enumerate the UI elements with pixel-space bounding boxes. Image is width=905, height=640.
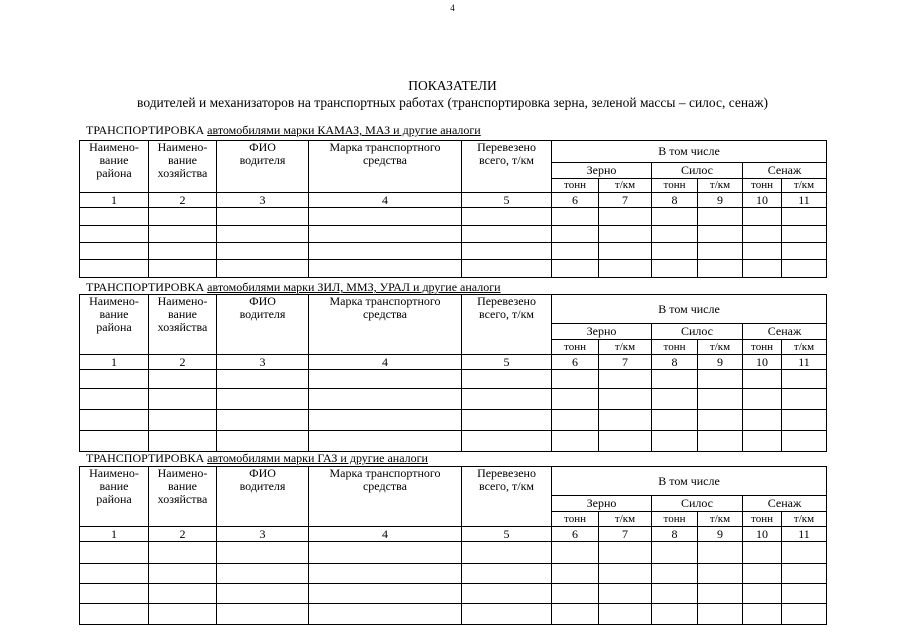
table-cell	[462, 226, 552, 243]
table-cell	[462, 542, 552, 564]
table-cell	[309, 431, 462, 452]
header-unit-tonnes: тонн	[652, 179, 698, 193]
table-cell	[309, 208, 462, 226]
table-cell	[599, 208, 652, 226]
table-row	[80, 243, 827, 260]
table-cell	[309, 243, 462, 260]
table-row	[80, 604, 827, 625]
table-cell	[217, 208, 309, 226]
table-cell	[309, 260, 462, 278]
header-group: Сенаж	[743, 324, 827, 340]
report-table	[79, 140, 827, 278]
header-col-2: Наимено- вание хозяйства	[149, 467, 217, 527]
table-cell	[552, 584, 599, 604]
table-cell	[149, 542, 217, 564]
table-cell	[149, 604, 217, 625]
table-row	[80, 410, 827, 431]
table-row	[80, 542, 827, 564]
table-cell	[309, 410, 462, 431]
table-cell	[743, 584, 782, 604]
table-cell	[743, 564, 782, 584]
table-row	[80, 431, 827, 452]
header-unit-tonnes: тонн	[552, 340, 599, 355]
header-col-5: Перевезено всего, т/км	[462, 467, 552, 527]
table-cell	[217, 564, 309, 584]
table-cell	[80, 604, 149, 625]
table-cell	[149, 584, 217, 604]
table-cell	[217, 584, 309, 604]
section-heading-vehicles: автомобилями марки ЗИЛ, ММЗ, УРАЛ и другие аналоги	[207, 280, 501, 294]
column-number: 2	[149, 527, 217, 542]
table-cell	[782, 370, 827, 389]
column-number: 2	[149, 355, 217, 370]
table-cell	[599, 389, 652, 410]
header-group: Зерно	[552, 324, 652, 340]
section-heading	[86, 452, 428, 465]
table-cell	[462, 564, 552, 584]
header-group: Силос	[652, 496, 743, 512]
header-col-4: Марка транспортного средства	[309, 295, 462, 355]
column-number: 7	[599, 527, 652, 542]
header-col-1: Наимено- вание района	[80, 141, 149, 193]
table-cell	[309, 604, 462, 625]
column-number: 11	[782, 527, 827, 542]
header-unit-tkm: т/км	[782, 512, 827, 527]
header-col-5: Перевезено всего, т/км	[462, 141, 552, 193]
section-heading-prefix: ТРАНСПОРТИРОВКА	[86, 123, 208, 137]
table-row	[80, 584, 827, 604]
table-cell	[80, 431, 149, 452]
table-cell	[462, 208, 552, 226]
table-cell	[552, 542, 599, 564]
table-cell	[743, 260, 782, 278]
table-cell	[698, 564, 743, 584]
header-group: Зерно	[552, 496, 652, 512]
table-cell	[698, 389, 743, 410]
table-cell	[599, 370, 652, 389]
table-cell	[782, 604, 827, 625]
table-cell	[652, 542, 698, 564]
table-cell	[462, 370, 552, 389]
table-cell	[652, 431, 698, 452]
table-cell	[80, 208, 149, 226]
column-number: 4	[309, 355, 462, 370]
column-number: 1	[80, 193, 149, 208]
header-unit-tkm: т/км	[698, 512, 743, 527]
table-cell	[743, 389, 782, 410]
table-cell	[782, 542, 827, 564]
table-cell	[462, 584, 552, 604]
header-col-2: Наимено- вание хозяйства	[149, 141, 217, 193]
table-cell	[149, 243, 217, 260]
table-cell	[743, 226, 782, 243]
table-row	[80, 226, 827, 243]
table-cell	[698, 260, 743, 278]
table-cell	[599, 564, 652, 584]
header-unit-tonnes: тонн	[743, 340, 782, 355]
table-cell	[462, 389, 552, 410]
section-heading-vehicles: автомобилями марки КАМАЗ, МАЗ и другие аналоги	[207, 123, 481, 137]
table-cell	[80, 260, 149, 278]
table-cell	[743, 431, 782, 452]
document-title: ПОКАЗАТЕЛИ	[408, 78, 497, 93]
table-cell	[552, 370, 599, 389]
table-cell	[698, 410, 743, 431]
header-unit-tkm: т/км	[599, 512, 652, 527]
table-cell	[462, 243, 552, 260]
header-including: В том числе	[552, 295, 827, 324]
table-cell	[743, 410, 782, 431]
table-cell	[698, 604, 743, 625]
column-number: 1	[80, 527, 149, 542]
header-group: Силос	[652, 163, 743, 179]
table-cell	[743, 208, 782, 226]
table-cell	[149, 260, 217, 278]
column-number: 5	[462, 193, 552, 208]
column-number: 9	[698, 193, 743, 208]
header-col-3: ФИО водителя	[217, 295, 309, 355]
table-cell	[652, 604, 698, 625]
table-cell	[698, 208, 743, 226]
table-cell	[552, 208, 599, 226]
table-cell	[698, 226, 743, 243]
header-unit-tkm: т/км	[698, 340, 743, 355]
header-col-2: Наимено- вание хозяйства	[149, 295, 217, 355]
table-cell	[80, 584, 149, 604]
table-cell	[309, 564, 462, 584]
table-cell	[217, 410, 309, 431]
column-number: 4	[309, 193, 462, 208]
column-number: 8	[652, 193, 698, 208]
header-unit-tkm: т/км	[599, 340, 652, 355]
table-cell	[462, 604, 552, 625]
section-heading	[86, 124, 481, 137]
header-unit-tkm: т/км	[782, 340, 827, 355]
table-cell	[599, 410, 652, 431]
table-cell	[652, 410, 698, 431]
column-number: 7	[599, 193, 652, 208]
column-number: 4	[309, 527, 462, 542]
header-col-1: Наимено- вание района	[80, 467, 149, 527]
table-cell	[309, 370, 462, 389]
table-cell	[743, 370, 782, 389]
column-number: 3	[217, 355, 309, 370]
table-cell	[698, 584, 743, 604]
table-cell	[217, 431, 309, 452]
column-number: 5	[462, 355, 552, 370]
document-subtitle: водителей и механизаторов на транспортных работах (транспортировка зерна, зеленой массы – силос, сенаж)	[137, 95, 768, 110]
column-number: 11	[782, 193, 827, 208]
table-cell	[743, 243, 782, 260]
table-cell	[698, 243, 743, 260]
column-number: 7	[599, 355, 652, 370]
table-cell	[782, 564, 827, 584]
header-col-3: ФИО водителя	[217, 467, 309, 527]
table-cell	[80, 410, 149, 431]
table-cell	[552, 604, 599, 625]
header-unit-tonnes: тонн	[652, 512, 698, 527]
table-cell	[552, 564, 599, 584]
report-table	[79, 294, 827, 452]
table-cell	[782, 431, 827, 452]
column-number: 2	[149, 193, 217, 208]
table-cell	[743, 604, 782, 625]
table-cell	[80, 542, 149, 564]
header-including: В том числе	[552, 141, 827, 163]
table-cell	[552, 260, 599, 278]
table-cell	[599, 260, 652, 278]
column-number: 3	[217, 193, 309, 208]
table-cell	[149, 389, 217, 410]
column-number: 5	[462, 527, 552, 542]
table-cell	[652, 260, 698, 278]
table-cell	[782, 584, 827, 604]
table-cell	[217, 260, 309, 278]
header-group: Сенаж	[743, 496, 827, 512]
table-cell	[149, 370, 217, 389]
table-cell	[462, 410, 552, 431]
table-cell	[698, 542, 743, 564]
table-cell	[309, 226, 462, 243]
table-cell	[652, 564, 698, 584]
header-unit-tonnes: тонн	[743, 179, 782, 193]
table-cell	[599, 584, 652, 604]
table-cell	[782, 260, 827, 278]
column-number: 6	[552, 527, 599, 542]
column-number: 3	[217, 527, 309, 542]
table-cell	[217, 604, 309, 625]
table-cell	[652, 584, 698, 604]
header-col-3: ФИО водителя	[217, 141, 309, 193]
table-cell	[782, 243, 827, 260]
header-unit-tonnes: тонн	[552, 179, 599, 193]
table-row	[80, 370, 827, 389]
table-cell	[652, 370, 698, 389]
section-heading	[86, 281, 501, 294]
table-cell	[599, 431, 652, 452]
header-col-1: Наимено- вание района	[80, 295, 149, 355]
section-heading-prefix: ТРАНСПОРТИРОВКА	[86, 280, 208, 294]
column-number: 8	[652, 527, 698, 542]
section-heading-prefix: ТРАНСПОРТИРОВКА	[86, 451, 208, 465]
table-cell	[80, 370, 149, 389]
table-cell	[698, 431, 743, 452]
table-cell	[782, 410, 827, 431]
table-cell	[652, 243, 698, 260]
header-col-4: Марка транспортного средства	[309, 467, 462, 527]
table-cell	[552, 410, 599, 431]
table-cell	[149, 564, 217, 584]
column-number: 8	[652, 355, 698, 370]
header-unit-tkm: т/км	[698, 179, 743, 193]
column-number: 1	[80, 355, 149, 370]
table-cell	[217, 370, 309, 389]
column-number: 6	[552, 355, 599, 370]
table-cell	[80, 226, 149, 243]
table-cell	[782, 226, 827, 243]
table-cell	[217, 243, 309, 260]
header-col-5: Перевезено всего, т/км	[462, 295, 552, 355]
table-cell	[149, 431, 217, 452]
table-row	[80, 389, 827, 410]
table-cell	[552, 243, 599, 260]
column-number: 9	[698, 355, 743, 370]
header-unit-tonnes: тонн	[552, 512, 599, 527]
column-number: 9	[698, 527, 743, 542]
table-cell	[149, 410, 217, 431]
table-row	[80, 564, 827, 584]
header-unit-tonnes: тонн	[652, 340, 698, 355]
header-including: В том числе	[552, 467, 827, 496]
table-cell	[80, 389, 149, 410]
table-cell	[782, 389, 827, 410]
table-cell	[599, 604, 652, 625]
header-unit-tkm: т/км	[782, 179, 827, 193]
table-cell	[552, 226, 599, 243]
header-col-4: Марка транспортного средства	[309, 141, 462, 193]
column-number: 10	[743, 355, 782, 370]
table-cell	[309, 389, 462, 410]
table-cell	[217, 389, 309, 410]
table-cell	[599, 243, 652, 260]
report-table	[79, 466, 827, 625]
table-row	[80, 260, 827, 278]
table-cell	[698, 370, 743, 389]
table-cell	[652, 208, 698, 226]
table-cell	[652, 389, 698, 410]
section-heading-vehicles: автомобилями марки ГАЗ и другие аналоги	[207, 451, 428, 465]
column-number: 6	[552, 193, 599, 208]
table-cell	[552, 431, 599, 452]
table-row	[80, 208, 827, 226]
table-cell	[652, 226, 698, 243]
table-cell	[80, 243, 149, 260]
table-cell	[599, 542, 652, 564]
table-cell	[149, 226, 217, 243]
header-unit-tkm: т/км	[599, 179, 652, 193]
table-cell	[782, 208, 827, 226]
table-cell	[217, 542, 309, 564]
header-group: Сенаж	[743, 163, 827, 179]
table-cell	[217, 226, 309, 243]
table-cell	[149, 208, 217, 226]
table-cell	[552, 389, 599, 410]
table-cell	[80, 564, 149, 584]
column-number: 10	[743, 193, 782, 208]
header-group: Силос	[652, 324, 743, 340]
column-number: 10	[743, 527, 782, 542]
table-cell	[599, 226, 652, 243]
header-unit-tonnes: тонн	[743, 512, 782, 527]
table-cell	[462, 431, 552, 452]
table-cell	[309, 584, 462, 604]
table-cell	[743, 542, 782, 564]
table-cell	[309, 542, 462, 564]
header-group: Зерно	[552, 163, 652, 179]
page-number: 4	[450, 3, 455, 13]
column-number: 11	[782, 355, 827, 370]
table-cell	[462, 260, 552, 278]
